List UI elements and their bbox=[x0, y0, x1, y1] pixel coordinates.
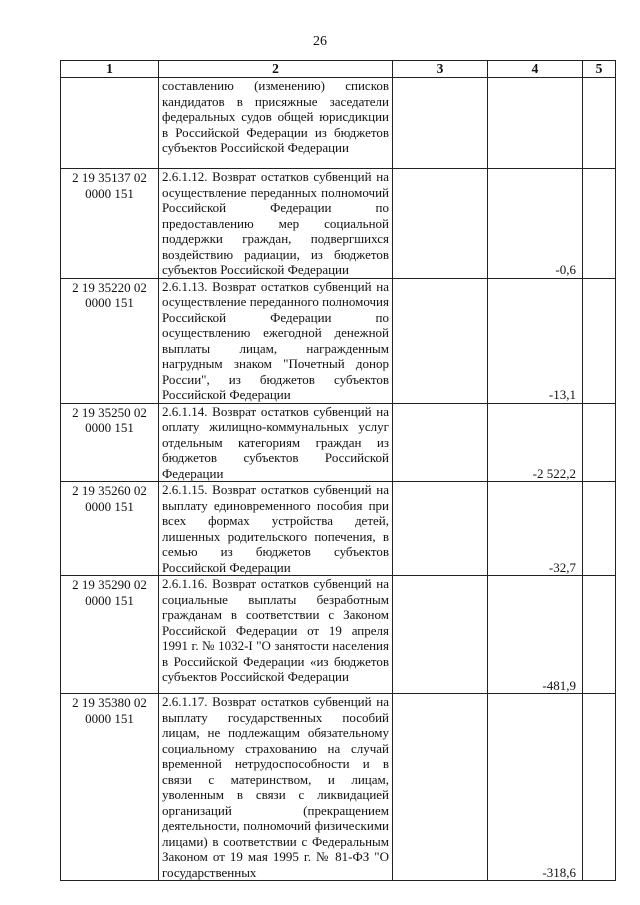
col3-cell bbox=[393, 278, 488, 403]
description-text: 2.6.1.15. Возврат остатков субвенций на выплату единовременного пособия при всех формах устройства детей, лишенных родительского попечения, в семью из бюджетов субъектов Российской Федерации bbox=[162, 482, 389, 575]
budget-code-cell: 2 19 35380 02 0000 151 bbox=[61, 694, 159, 881]
table-row bbox=[61, 169, 616, 279]
amount-cell bbox=[488, 78, 583, 169]
table-row bbox=[61, 482, 616, 576]
description-text: 2.6.1.17. Возврат остатков субвенций на выплату государственных пособий лицам, не подлежащим обязательному социальному страхованию на случай временной нетрудоспособности и в связи с материнством, и лицам, уволенным в связи с ликвидацией организаций (прекращением деятельности, полномочий физическими лицами) в соответствии с Федеральным Законом от 19 мая 1995 г. № 81-ФЗ "О государственных bbox=[162, 694, 389, 880]
table-row bbox=[61, 576, 616, 694]
amount-cell: -32,7 bbox=[488, 482, 583, 576]
col5-cell bbox=[583, 403, 616, 482]
page-number: 26 bbox=[313, 34, 327, 49]
table-row bbox=[61, 278, 616, 403]
table-row bbox=[61, 403, 616, 482]
description-cell bbox=[159, 78, 393, 169]
description-cell bbox=[159, 403, 393, 482]
amount-cell: -318,6 bbox=[488, 694, 583, 881]
budget-code-cell: 2 19 35260 02 0000 151 bbox=[61, 482, 159, 576]
header-col-5: 5 bbox=[583, 61, 616, 78]
col5-cell bbox=[583, 169, 616, 279]
amount-cell: -13,1 bbox=[488, 278, 583, 403]
budget-code-cell bbox=[61, 78, 159, 169]
description-cell bbox=[159, 169, 393, 279]
budget-code-cell: 2 19 35220 02 0000 151 bbox=[61, 278, 159, 403]
col3-cell bbox=[393, 403, 488, 482]
amount-cell: -2 522,2 bbox=[488, 403, 583, 482]
col3-cell bbox=[393, 482, 488, 576]
col5-cell bbox=[583, 482, 616, 576]
table-row bbox=[61, 78, 616, 169]
description-text: 2.6.1.16. Возврат остатков субвенций на социальные выплаты безработным гражданам в соответствии с Законом Российской Федерации от 19 апреля 1991 г. № 1032-I "О занятости населения в Российской Федерации «из бюджетов субъектов Российской Федерации bbox=[162, 576, 389, 684]
description-text: 2.6.1.14. Возврат остатков субвенций на оплату жилищно-коммунальных услуг отдельным категориям граждан из бюджетов субъектов Российской Федерации bbox=[162, 403, 389, 481]
description-text: 2.6.1.12. Возврат остатков субвенций на осуществление переданных полномочий Российской Федерации по предоставлению мер социальной поддержки граждан, подвергшихся воздействию радиации, из бюджетов субъектов Российской Федерации bbox=[162, 169, 389, 277]
budget-code-cell: 2 19 35290 02 0000 151 bbox=[61, 576, 159, 694]
header-col-3: 3 bbox=[393, 61, 488, 78]
col5-cell bbox=[583, 278, 616, 403]
amount-cell: -0,6 bbox=[488, 169, 583, 279]
description-cell bbox=[159, 278, 393, 403]
col3-cell bbox=[393, 169, 488, 279]
description-cell bbox=[159, 576, 393, 694]
table-header-row bbox=[61, 61, 616, 78]
budget-code-cell: 2 19 35250 02 0000 151 bbox=[61, 403, 159, 482]
col5-cell bbox=[583, 576, 616, 694]
header-col-2: 2 bbox=[159, 61, 393, 78]
amount-cell: -481,9 bbox=[488, 576, 583, 694]
header-col-4: 4 bbox=[488, 61, 583, 78]
description-cell bbox=[159, 482, 393, 576]
budget-code-cell: 2 19 35137 02 0000 151 bbox=[61, 169, 159, 279]
col3-cell bbox=[393, 576, 488, 694]
description-cell bbox=[159, 694, 393, 881]
table-row bbox=[61, 694, 616, 881]
col5-cell bbox=[583, 78, 616, 169]
budget-table bbox=[60, 60, 616, 881]
description-text: составлению (изменению) списков кандидатов в присяжные заседатели федеральных судов общей юрисдикции в Российской Федерации из бюджетов субъектов Российской Федерации bbox=[162, 78, 389, 155]
col3-cell bbox=[393, 78, 488, 169]
col3-cell bbox=[393, 694, 488, 881]
col5-cell bbox=[583, 694, 616, 881]
description-text: 2.6.1.13. Возврат остатков субвенций на осуществление переданного полномочия Российской Федерации по осуществлению ежегодной денежной выплаты лицам, награжденным нагрудным знаком "Почетный донор России", из бюджетов субъектов Российской Федерации bbox=[162, 278, 389, 402]
header-col-1: 1 bbox=[61, 61, 159, 78]
